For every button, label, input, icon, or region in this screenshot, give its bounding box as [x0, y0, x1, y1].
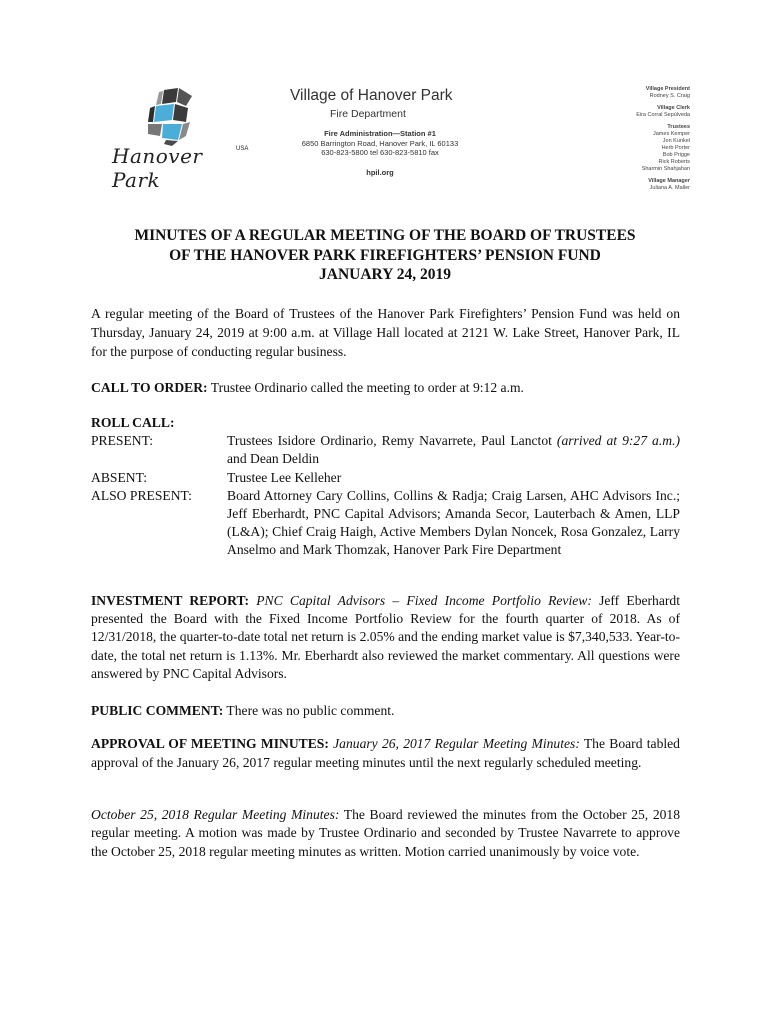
trustee-name: Rick Roberts	[658, 159, 690, 165]
call-to-order-heading: CALL TO ORDER:	[91, 380, 208, 395]
clerk-role: Village Clerk	[657, 105, 690, 111]
intro-paragraph: A regular meeting of the Board of Trustees of the Hanover Park Firefighters’ Pension Fund was held on Thursday, January 24, 2019 at 9:00 a.m. at Village Hall located at 2121 W. Lake Street, Hanover Park, IL for the purpose of conducting regular business.	[91, 306, 680, 359]
title-line-3: JANUARY 24, 2019	[319, 266, 451, 283]
approval-minutes-text: The Board tabled approval of the January 26, 2017 regular meeting minutes until the next regularly scheduled meeting.	[91, 736, 680, 770]
october-minutes-text: The Board reviewed the minutes from the October 25, 2018 regular meeting. A motion was made by Trustee Ordinario and seconded by Trustee Navarrete to approve the October 25, 2018 regular meeting minutes as written. Motion carried unanimously by voice vote.	[91, 807, 681, 859]
public-comment-text: There was no public comment.	[223, 703, 395, 718]
call-to-order-text: Trustee Ordinario called the meeting to order at 9:12 a.m.	[207, 380, 524, 395]
title-line-2: OF THE HANOVER PARK FIREFIGHTERS’ PENSION FUND	[169, 246, 601, 264]
clerk-name: Eira Corral Sepúlveda	[636, 112, 690, 118]
present-tail: and Dean Deldin	[227, 451, 320, 467]
also-present-label: ALSO PRESENT:	[91, 487, 192, 503]
trustee-name: Jon Kunkel	[662, 138, 690, 144]
trustee-name: James Kemper	[653, 131, 690, 137]
present-text: Trustees Isidore Ordinario, Remy Navarrete, Paul Lanctot	[227, 433, 557, 449]
also-present-value: Board Attorney Cary Collins, Collins & Radja; Craig Larsen, AHC Advisors Inc.; Jeff Eberhardt, PNC Capital Advisors; Amanda Secor, Lauterbach & Amen, LLP (L&A); Chief Craig Haigh, Active Members Dylan Noncek, Rosa Gonzalez, Larry Anselmo and Mark Thomzak, Hanover Park Fire Department	[227, 487, 680, 558]
department-name: Fire Department	[330, 108, 406, 120]
approval-minutes-italic: January 26, 2017 Regular Meeting Minutes:	[328, 736, 580, 751]
roll-call-section	[91, 414, 680, 560]
also-present-row	[91, 487, 680, 560]
manager-name: Juliana A. Maller	[649, 185, 690, 191]
station-label: Fire Administration—Station #1	[324, 129, 436, 138]
trustee-name: Sharmin Shahjahan	[641, 166, 690, 172]
public-comment-section	[91, 701, 680, 720]
station-phones: 630-823-5800 tel 630-823-5810 fax	[321, 148, 439, 157]
station-block	[290, 129, 470, 177]
village-logo	[112, 84, 252, 192]
approval-minutes-section	[91, 735, 680, 772]
investment-report-text: Jeff Eberhardt presented the Board with the Fixed Income Portfolio Review for the fourth quarter of 2018. As of 12/31/2018, the quarter-to-date total net return is 2.05% and the ending market value is $7,340,533. Year-to-date, the total net return is 1.13%. Mr. Eberhardt also reviewed the market commentary. All questions were answered by PNC Capital Advisors.	[91, 593, 680, 681]
absent-row	[91, 469, 680, 487]
call-to-order-section	[91, 378, 680, 397]
trustee-name: Bob Prigge	[662, 152, 690, 158]
letterhead-center	[290, 86, 500, 177]
absent-value: Trustee Lee Kelleher	[227, 469, 342, 485]
present-row	[91, 432, 680, 468]
roll-call-heading: ROLL CALL:	[91, 415, 175, 430]
village-title: Village of Hanover Park	[290, 87, 453, 104]
document-title	[80, 226, 690, 285]
trustees-role: Trustees	[667, 124, 690, 130]
trustee-name: Herb Porter	[661, 145, 690, 151]
manager-role: Village Manager	[648, 178, 690, 184]
officials-list	[590, 86, 690, 192]
title-line-1: MINUTES OF A REGULAR MEETING OF THE BOARD OF TRUSTEES	[134, 227, 636, 244]
president-role: Village President	[645, 86, 690, 92]
president-name: Rodney S. Craig	[649, 93, 690, 99]
investment-report-heading: INVESTMENT REPORT:	[91, 593, 250, 608]
logo-script-text: Hanover Park	[112, 144, 203, 192]
october-minutes-italic: October 25, 2018 Regular Meeting Minutes:	[91, 807, 340, 822]
station-address: 6850 Barrington Road, Hanover Park, IL 60133	[301, 138, 459, 148]
october-minutes-section	[91, 806, 680, 861]
present-italic-note: (arrived at 9:27 a.m.)	[556, 433, 680, 449]
public-comment-heading: PUBLIC COMMENT:	[91, 703, 224, 718]
absent-label: ABSENT:	[91, 469, 147, 485]
investment-report-italic: PNC Capital Advisors – Fixed Income Portfolio Review:	[249, 593, 592, 608]
website-link[interactable]: hpil.org	[366, 167, 394, 177]
approval-minutes-heading: APPROVAL OF MEETING MINUTES:	[91, 736, 329, 751]
investment-report-section	[91, 592, 680, 683]
present-label: PRESENT:	[91, 433, 154, 449]
logo-usa-text: USA	[236, 146, 249, 152]
present-value	[227, 432, 680, 468]
